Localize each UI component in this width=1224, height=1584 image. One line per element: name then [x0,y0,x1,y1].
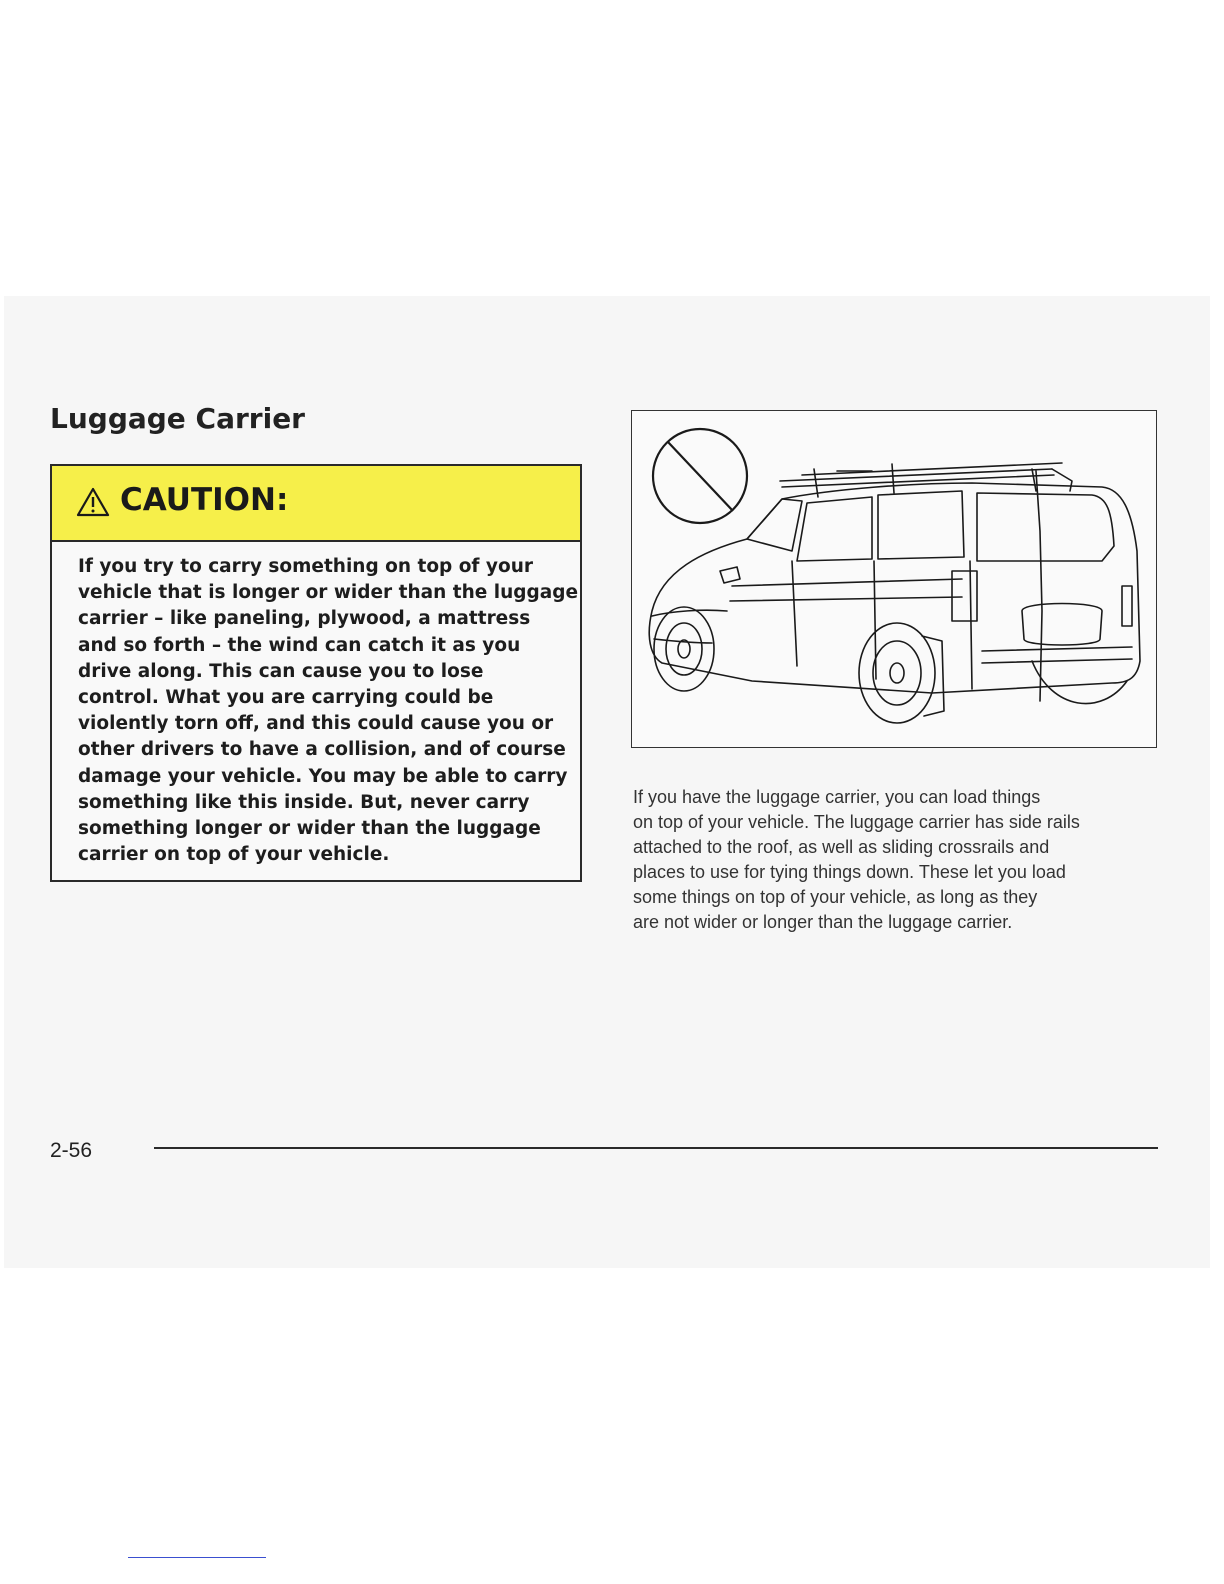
caution-box [50,464,582,882]
caution-line: other drivers to have a collision, and of course [78,739,566,761]
caution-line: control. What you are carrying could be [78,687,494,709]
caution-line: carrier on top of your vehicle. [78,844,390,866]
body-line: attached to the roof, as well as sliding crossrails and [633,837,1050,857]
footer-divider [154,1147,1158,1149]
page-number: 2-56 [50,1139,93,1162]
warning-triangle-icon [76,487,110,517]
caution-line: violently torn off, and this could cause you or [78,713,554,735]
link-underline[interactable] [128,1557,266,1558]
caution-line: something longer or wider than the luggage [78,818,541,840]
caution-label: CAUTION: [120,482,289,518]
section-title: Luggage Carrier [50,402,305,435]
body-line: on top of your vehicle. The luggage carrier has side rails [633,812,1080,832]
caution-line: damage your vehicle. You may be able to carry [78,765,568,787]
body-line: places to use for tying things down. These let you load [633,862,1066,882]
caution-line: carrier – like paneling, plywood, a mattress [78,608,531,630]
caution-text [78,554,579,868]
body-line: are not wider or longer than the luggage carrier. [633,912,1013,932]
caution-line: drive along. This can cause you to lose [78,660,484,682]
caution-line: and so forth – the wind can catch it as you [78,634,521,656]
body-line: some things on top of your vehicle, as long as they [633,887,1038,907]
van-drawing [649,463,1140,723]
caution-line: vehicle that is longer or wider than the luggage [78,582,579,604]
van-illustration [632,411,1155,746]
body-paragraph [633,785,1173,935]
body-line: If you have the luggage carrier, you can load things [633,787,1041,807]
caution-line: something like this inside. But, never carry [78,791,530,813]
luggage-carrier-figure [631,410,1157,748]
prohibited-circle-icon [653,429,747,523]
caution-header [52,466,580,542]
caution-line: If you try to carry something on top of your [78,556,533,577]
